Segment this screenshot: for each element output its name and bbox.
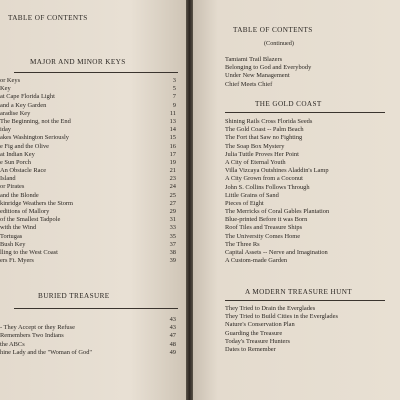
toc-entry: Julia Tuttle Proves Her Point: [225, 150, 299, 158]
toc-entry: with the Wind 33: [0, 224, 176, 232]
toc-entry: Nature's Conservation Plan: [225, 321, 295, 329]
toc-entry: The University Comes Home: [225, 232, 301, 240]
toc-entry: hine Lady and the "Woman of God" 49: [0, 348, 176, 356]
book-gutter: [186, 0, 193, 400]
toc-list-modern-treasure-hunt: [225, 305, 395, 354]
section-heading-modern-treasure-hunt: A MODERN TREASURE HUNT: [245, 288, 353, 296]
toc-entry: Today's Treasure Hunters: [225, 337, 290, 345]
right-page-title: TABLE OF CONTENTS: [233, 26, 313, 34]
toc-entry: An Obstacle Race 21: [0, 167, 176, 175]
toc-entry: Villa Vizcaya Outshines Aladdin's Lamp: [225, 167, 329, 175]
toc-entry: They Tried to Build Cities in the Everglades: [225, 313, 338, 321]
continued-label: (Continued): [264, 40, 294, 47]
toc-entry: Belonging to God and Everybody: [225, 64, 312, 72]
toc-entry: Roof Tiles and Treasure Ships: [225, 224, 303, 232]
toc-entry: at Cape Florida Light 7: [0, 93, 176, 101]
toc-entry: Chief Meets Chief: [225, 80, 273, 88]
toc-entry: The Merricks of Coral Gables Plantation: [225, 208, 330, 216]
toc-entry: Blue-printed Before it was Born: [225, 216, 308, 224]
toc-list-intro: [225, 56, 395, 89]
toc-entry: The Three Rs: [225, 240, 260, 248]
toc-entry: 43: [169, 316, 176, 323]
toc-entry: They Tried to Drain the Everglades: [225, 305, 316, 312]
toc-list-major-minor-keys: [0, 77, 176, 265]
toc-entry: ers Ft. Myers 39: [0, 257, 176, 265]
toc-entry: iday 14: [0, 126, 176, 134]
toc-list-buried-treasure: [0, 316, 176, 357]
section-rule: [14, 72, 178, 73]
toc-entry: A City Grown from a Coconut: [225, 175, 303, 183]
toc-entry: - They Accept or they Refuse 43: [0, 324, 176, 332]
left-page: [0, 0, 186, 400]
toc-entry: e Fig and the Olive 16: [0, 142, 176, 150]
toc-entry: Bush Key 37: [0, 240, 176, 248]
toc-entry: Pieces of Eight: [225, 199, 264, 207]
left-page-title: TABLE OF CONTENTS: [8, 14, 88, 22]
toc-entry: A City of Eternal Youth: [225, 158, 286, 166]
toc-entry: and a Key Garden 9: [0, 101, 176, 109]
toc-entry: aradise Key 11: [0, 109, 176, 117]
toc-entry: Remembers Two Indians 47: [0, 332, 176, 340]
toc-list-gold-coast: [225, 118, 395, 265]
toc-entry: kinridge Weathers the Storm 27: [0, 199, 176, 207]
toc-entry: Under New Management: [225, 72, 290, 80]
toc-entry: Tamiami Trail Blazers: [225, 56, 283, 63]
toc-entry: and the Blonde 25: [0, 191, 176, 199]
toc-entry: Guarding the Treasure: [225, 329, 283, 337]
toc-entry: of the Smallest Tadpole 31: [0, 216, 176, 224]
toc-entry: Capital Assets -- Nerve and Imagination: [225, 249, 328, 256]
toc-entry: Island 23: [0, 175, 176, 183]
toc-entry: e Sun Porch 19: [0, 158, 176, 166]
section-rule: [225, 300, 385, 301]
section-rule: [14, 308, 178, 309]
toc-entry: Tortugas 35: [0, 232, 176, 240]
section-heading-major-minor-keys: MAJOR AND MINOR KEYS: [30, 58, 126, 66]
toc-entry: The Gold Coast -- Palm Beach: [225, 126, 304, 134]
toc-entry: the ABCs 48: [0, 340, 176, 348]
toc-entry: A Custom-made Garden: [225, 257, 288, 265]
toc-entry: or Keys 3: [0, 77, 176, 84]
toc-entry: lling to the West Coast 38: [0, 248, 176, 256]
toc-entry: John S. Collins Follows Through: [225, 183, 310, 191]
toc-entry: editions of Mallory 29: [0, 208, 176, 215]
toc-entry: at Indian Key 17: [0, 150, 176, 158]
toc-entry: Key 5: [0, 85, 176, 93]
toc-entry: The Fort that Saw no Fighting: [225, 134, 303, 142]
toc-entry: or Pirates 24: [0, 183, 176, 191]
toc-entry: Little Grains of Sand: [225, 191, 279, 199]
section-heading-buried-treasure: BURIED TREASURE: [38, 292, 110, 300]
section-heading-gold-coast: THE GOLD COAST: [255, 100, 322, 108]
toc-entry: The Beginning, not the End 13: [0, 117, 176, 125]
toc-entry: The Soap Box Mystery: [225, 142, 285, 150]
section-rule: [225, 112, 385, 113]
toc-entry: akes Washington Seriously 15: [0, 134, 176, 142]
toc-entry: Shining Rails Cross Florida Seeds: [225, 118, 313, 125]
right-page: [193, 0, 400, 400]
toc-entry: Dates to Remember: [225, 345, 276, 353]
